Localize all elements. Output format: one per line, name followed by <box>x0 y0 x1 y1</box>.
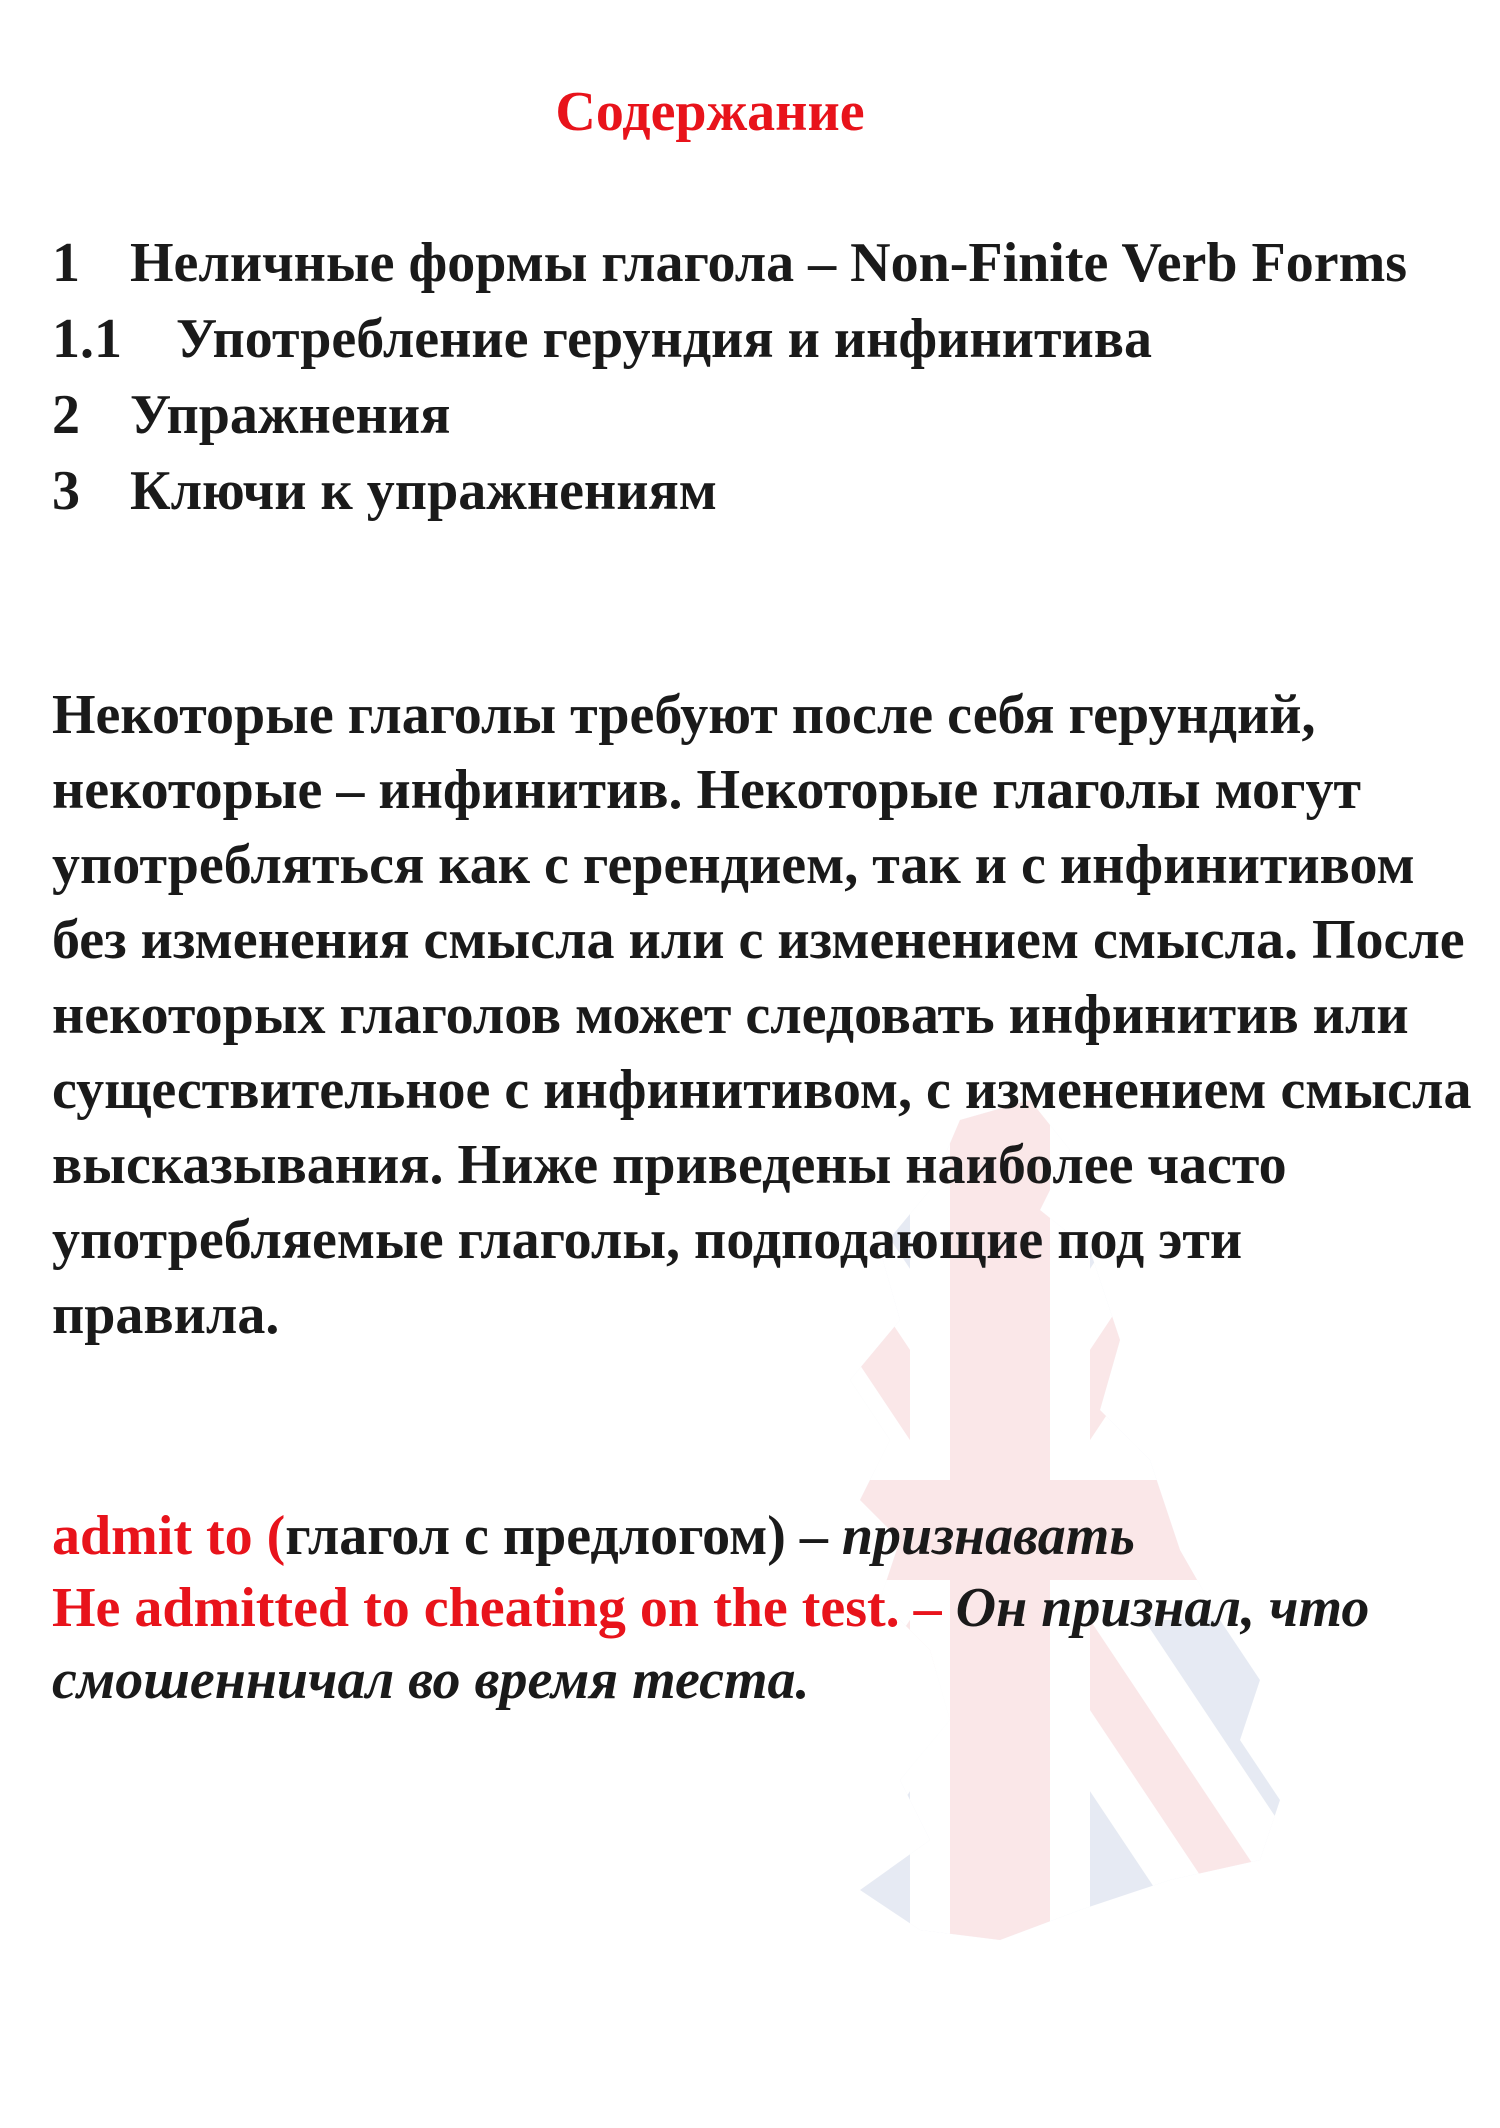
toc-item-label: Упражнения <box>130 384 451 446</box>
toc-item[interactable] <box>52 377 1452 453</box>
toc-item-number: 1 <box>52 232 80 294</box>
verb-translation: признавать <box>841 1505 1135 1567</box>
verb-term: admit to ( <box>52 1505 286 1567</box>
verb-entry <box>52 1500 1482 1572</box>
toc-item-label: Ключи к упражнениям <box>130 460 717 522</box>
toc-item-number: 2 <box>52 384 80 446</box>
table-of-contents <box>52 225 1452 529</box>
toc-item-label: Неличные формы глагола – Non-Finite Verb Forms <box>130 232 1408 294</box>
toc-item[interactable] <box>52 453 1452 529</box>
example-block <box>52 1500 1482 1716</box>
toc-item-label: Употребление герундия и инфинитива <box>176 308 1152 370</box>
toc-item-number: 1.1 <box>52 308 122 370</box>
sentence-english: He admitted to cheating on the test. – <box>52 1577 956 1639</box>
toc-item[interactable] <box>52 301 1452 377</box>
toc-item-number: 3 <box>52 460 80 522</box>
example-sentence <box>52 1572 1482 1716</box>
toc-title: Содержание <box>555 81 865 143</box>
intro-paragraph: Некоторые глаголы требуют после себя герундий, некоторые – инфинитив. Некоторые глаголы могут употребляться как с герендием, так и с инфинитивом без изменения смысла или с изменением смысла. После некоторых глаголов может следовать инфинитив или существительное с инфинитивом, с изменением смысла высказывания. Ниже приведены наиболее часто употребляемые глаголы, подподающие под эти правила. <box>52 684 1472 1346</box>
sentence-translation: Он признал, что смошенничал во время теста. <box>52 1577 1370 1711</box>
toc-item[interactable] <box>52 225 1452 301</box>
verb-note: глагол с предлогом) – <box>285 1505 842 1567</box>
